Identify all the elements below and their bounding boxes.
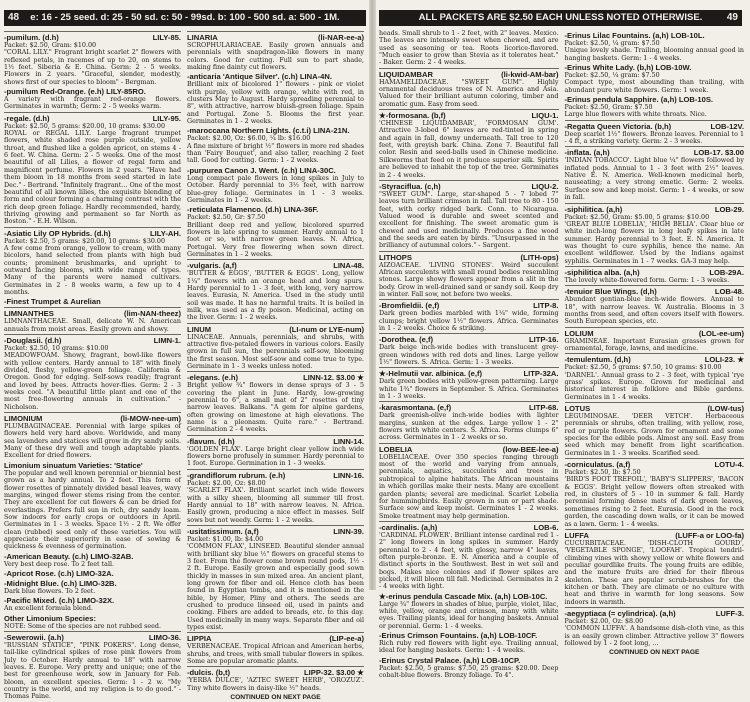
entry-name: LIMONIUM bbox=[4, 414, 43, 424]
entry-description: LEGUMINOSAE. 'DEER VETCH'. Herbaceous perennials or shrubs, often trailing, with yellow, rose, red or purple flowers. Grown for ornament and some species for the edible pods. Almost any soil. Easy from seed which may benefit from light scarification. Germinates in 1 - 3 weeks. Scarified seed. bbox=[564, 413, 744, 457]
entry-description: Packet: $2.50, ¼ gram: $7.50 bbox=[564, 72, 660, 80]
variety-heading: -Apricot Rose. (c.h) LIMO-32A. bbox=[4, 568, 114, 578]
entry-heading bbox=[187, 632, 364, 643]
entry-name: ★-Helmutii var. albinica. (e,f) bbox=[379, 369, 483, 379]
entry-name: -pumilum. (d.h) bbox=[4, 33, 59, 42]
entry-name: LIPPIA bbox=[187, 634, 212, 644]
entry-name: -grandiflorum rubrum. (e.h) bbox=[187, 470, 286, 480]
entry-heading bbox=[565, 458, 745, 469]
entry-name: -Bromfieldii. (e,f) bbox=[379, 301, 440, 311]
left-columns bbox=[4, 30, 365, 702]
variety-heading: -Erinus Crystal Palace. (a,h) LOB-10CP. bbox=[379, 655, 521, 665]
entry-heading bbox=[187, 666, 364, 677]
entry-description: Unique lovely shade. Trailing, blooming annual good in hanging baskets. Germ: 1 - 4 weeks. bbox=[564, 47, 744, 62]
entry-description: Packet: $2.00, Oz: $8.00 bbox=[187, 479, 266, 487]
catalog-code: LILY-85. bbox=[152, 33, 181, 42]
entry-heading bbox=[379, 299, 559, 310]
variety-heading: -maroccana Northern Lights. (c.t.i) LINA-21N. bbox=[187, 126, 350, 136]
entry-description: Packet: $2.50, 5 grams: $20.00, 10 grams: $30.00 bbox=[4, 122, 165, 130]
entry-name: -siphilitica alba. (a,h) bbox=[564, 267, 640, 277]
entry-name: -tenuior Blue Wings. (d,h) bbox=[564, 287, 657, 297]
entry-description: Packet: $2.50, ¼ gram: $7.50 bbox=[564, 40, 660, 47]
left-page-column bbox=[4, 30, 181, 701]
entry-description: "SWEET GUM". Large, star-shaped 5 - 7 lobed 7" leaves turn brilliant crimson in fall. Tall tree to 80 - 150 feet, with corky ridged bark. Conn. to Nicaragua. Valued wood is durable and sweet scented and excellent for finishing. The sweet aromatic gum is chewed and used medicinally. Produces a fine wood and the seeds are eaten by birds. "Unsurpassed in the brilliancy of autumnal colors." - Sargent. bbox=[379, 190, 559, 250]
entry-heading bbox=[187, 469, 364, 480]
right-page-column bbox=[379, 30, 559, 680]
entry-description: The lovely white-flowered form. Germ: 1 - 3 weeks. bbox=[564, 276, 730, 284]
variety-heading: -purpurea Canon J. Went. (c.h) LINA-30C. bbox=[187, 165, 336, 175]
catalog-code: LINN-39. bbox=[333, 526, 364, 536]
catalog-code: LITP-32A. bbox=[523, 369, 559, 379]
catalog-code: LINN-16. bbox=[333, 470, 364, 480]
entry-heading bbox=[4, 307, 181, 318]
entry-heading bbox=[187, 525, 364, 536]
left-page-header bbox=[4, 10, 366, 26]
entry-heading bbox=[565, 327, 745, 338]
variety-heading: Other Limonium Species: bbox=[4, 613, 96, 623]
entry-description: Long compact pale flowers in long spikes in July to October. Hardy perennial to 3½ feet, with narrow blue-grey foliage. Germinates in 1 - 3 weeks. Germinates in 1 - 2 weeks. bbox=[187, 174, 364, 204]
entry-description: Dark green bodies marbled with 1¼" wide, forming clumps; bright yellow 1½" flowers. Africa. Germinates in 1 - 2 weeks. Choice & striking. bbox=[379, 310, 559, 332]
entry-name: -karasmontana. (e,f) bbox=[379, 403, 452, 413]
entry-description: Dark green bodies with yellow-green patterning. Large white 1¾" flowers in September. S. Africa. Germinates in 1 - 3 weeks. bbox=[379, 378, 559, 401]
entry-description: An excellent formula blend. bbox=[4, 605, 93, 613]
entry-heading bbox=[379, 401, 559, 412]
entry-name: LITHOPS bbox=[379, 252, 412, 262]
entry-heading bbox=[4, 334, 181, 345]
entry-name: -dulcis. (b,t) bbox=[187, 668, 231, 678]
entry-description: 'GOLDEN FLAX'. Large bright clear yellow inch wide flowers borne profusely in summer. Hardy perennial to 1 foot. Europe. Germination in 1 - 3 weeks. bbox=[187, 445, 364, 468]
entry-description: 'COMMON FLAX', LINSEED. Beautiful slender annual with brilliant sky blue ½" flowers on graceful stems to 3 feet. From the flower come brown round pods, 1½ - 2 ft. Europe. Easily grown and especially good sown thickly in masses in sun mixed area. An ancient plant, long grown for fiber and oil. Hence cloth has been found in Egyptian tombs, and it is mentioned in the bible, by Homer, Pliny and others. The seeds are crushed to produce linseed oil, used in paints and cooking. Fibers are added to breads, etc. to this day. Used medicinally in many ways. Separate fiber and oil types exist. bbox=[187, 543, 364, 631]
entry-description: Packet: $2.50, 5 grams: $20.00, 10 grams: $30.00 bbox=[4, 237, 165, 245]
entry-heading bbox=[187, 435, 364, 446]
variety-heading: -Erinus Crimson Fountains. (a,h) LOB-10CF. bbox=[379, 631, 538, 640]
entry-description: A variety with fragrant red-orange flowers. Germinates in warmth; Germ: 2 - 5 weeks warm. bbox=[4, 96, 181, 111]
entry-description: heads. Small shrub to 1 - 2 feet, with 2" leaves. Mexico. The leaves are intensely sweet when chewed, and are used as seasoning or tea. Roots licorice-flavored. "Much easier to grow than Stevia as it tolerates heat." - Baker. Germ: 2 - 4 weeks. bbox=[379, 30, 559, 67]
catalog-code: LIMN-1. bbox=[153, 336, 181, 345]
entry-description: A fine mixture of bright ½" flowers in more red shades than 'Fairy Bouquet', and also taller, reaching 2 feet tall. Good for cutting. Germ: 1 - 2 weeks. bbox=[187, 142, 364, 165]
entry-name: -Dorothea. (e,f) bbox=[379, 335, 433, 345]
catalog-code: LIQU-2. bbox=[531, 181, 559, 191]
entry-heading bbox=[565, 120, 745, 131]
catalog-code: LITP-8. bbox=[533, 301, 559, 311]
catalog-code: (LOL-ee-um) bbox=[698, 328, 744, 338]
variety-heading: -anticaria 'Antique Silver'. (c.h) LINA-4N. bbox=[187, 72, 332, 82]
catalog-code: LINN-12. $3.00 ★ bbox=[303, 373, 364, 383]
entry-description: Very best deep rose. To 2 feet tall. bbox=[4, 560, 115, 568]
entry-description: Dark greenish-olive inch-wide bodies with lighter margins, sunken at the edges. Large yellow 1 - 2" flowers with white centers. S. Africa. Forms clumps 6" across. Germinates in 1 - 2 weeks or so. bbox=[379, 412, 559, 442]
entry-heading bbox=[379, 68, 559, 79]
entry-description: Deep scarlet 1½" flowers. Bronze leaves. Perennial to 1 - 4 ft, a striking variety. Germ: 2 - 3 weeks. bbox=[564, 130, 744, 146]
entry-description: CUCURBITACEAE. 'DISH-CLOTH GOURD', 'VEGETABLE SPONGE', 'LOOFAH'. Tropical tendril-climbing vines with showy yellow or white flowers and peculiar gourdlike fruits. The young fruits are edible, and the mature fruits are dried for their fibrous skeleton. These are popular scrub-brushes for the kitchen or bath. They are climate or no culture with heat and thrive in warmth for long seasons. Sow indoors in warmth. bbox=[564, 539, 744, 606]
entry-description: ROYAL or REGAL LILY. Large fragrant trumpet flowers, white shaded rose purple outside, yellow throat, and flushed like a golden apricot, on stems 4 - 6 feet. W. China. Germ: 2 - 5 weeks. One of the most beautiful of all Lilies, a flower of regal form and magnificent perfume. Flowers in 2 years. "Have had them bloom in 18 months from seed started in late Dec." - Bertrand. "Infinitely fragrant... One of the most beautiful of all known lilies, the exquisite blending of form and colour forming a charming contrast with the rich deep green foliage. Hardly recommended, hardy, thriving growing and permanent so far North as Boston." - E.H. Wilson. bbox=[4, 130, 181, 226]
entry-description: NOTE: Some of the species are not rubbed seed. bbox=[4, 622, 161, 630]
entry-heading bbox=[565, 266, 745, 277]
catalog-code: (LOW-tus) bbox=[707, 404, 744, 414]
entry-description: VERBENACEAE. Tropical African and American herbs, shrubs, and trees, with small tubular flowers in spikes. Some are popular aromatic plants. bbox=[187, 643, 365, 666]
entry-heading bbox=[4, 31, 181, 42]
catalog-code: (LIP-ee-a) bbox=[329, 634, 364, 644]
left-page-column bbox=[187, 30, 365, 702]
catalog-code: LIMO-36. bbox=[148, 632, 181, 642]
entry-name: LINUM bbox=[187, 324, 212, 334]
entry-description: Brilliant mix of bicolored 1" flowers - pink or violet with purple, yellow with orange, white with red, in clusters May to August. Hardy spreading perennial to 8", with attractive, narrow bluish-green foliage. Spain and Portugal. Zone 5. Blooms the first year. Germinates in 1 - 2 weeks. bbox=[187, 81, 364, 126]
entry-name: LOTUS bbox=[564, 404, 591, 414]
entry-description: MEADOWFOAM. Showy, fragrant, bowl-like flowers with yellow centers. Hardy annual to 18" with finely divided, fleshy, yellow-green foliage. California & Oregon. Good for edging. Self-sows readily; fragrant and loved by bees. Attracts hover-flies. Germ: 2 - 3 weeks cool. "A beautiful little plant and one of the most free-flowering annuals in cultivation." - Nicholson. bbox=[4, 352, 181, 411]
right-header-text: ALL PACKETS ARE $2.50 EACH UNLESS NOTED OTHERWISE. bbox=[418, 12, 703, 23]
entry-description: Packet: $2.50, Gram: $7.50 bbox=[564, 104, 653, 112]
catalog-code: LOB-12V. bbox=[710, 121, 744, 131]
right-page-number: 49 bbox=[726, 12, 738, 23]
variety-heading: -Midnight Blue. (c.h) LIMO-32B. bbox=[4, 578, 117, 588]
catalog-code: LINA-48. bbox=[333, 261, 364, 271]
entry-heading bbox=[379, 333, 559, 344]
entry-description: Large ¾" flowers in shades of blue, purple, violet, lilac, white, yellow, orange and crimson, many with white eyes. Trailing plants, ideal for hanging baskets. Annual or perennial. Germ: 1 - 4 weeks. bbox=[379, 600, 559, 630]
catalog-code: (LITH-ops) bbox=[520, 252, 559, 262]
entry-heading bbox=[379, 521, 559, 532]
entry-description: 'COMMON LUFFA'. A handsome dish-cloth vine, as this is an easily grown climber. Attractive yellow 3" flowers followed by 1 - 2 foot long, ... bbox=[564, 625, 744, 647]
entry-heading bbox=[379, 367, 559, 378]
entry-name: -regale. (d.h) bbox=[4, 113, 50, 123]
entry-description: 'BUTTER & EGGS', 'BUTTER & EGGS'. Long, yellow 1¼" flowers with an orange head and long spurs. Hardy perennial to 1 - 3 feet, with long, very narrow leaves. Eurasia, N. America. Used in the study until soil was made. It has no harmful traits. It is boiled in milk, was used as a fly poison. Medicinal, acting on the liver. Germ: 1 - 2 weeks. bbox=[187, 270, 364, 322]
right-columns bbox=[379, 30, 744, 680]
variety-heading: -reticulata Flamenco. (d.h) LINA-36F. bbox=[187, 205, 319, 215]
entry-description: PLUMBAGINACEAE. Perennial with large spikes of flowers held very hard above. Worldwide, and many sea lavenders and statices will grow in dry sandy soils. Many of these dry well and tough adaptable plants. Excellent for dried flowers. bbox=[4, 423, 181, 460]
right-page-header bbox=[379, 10, 742, 26]
left-page-number: 48 bbox=[8, 12, 20, 23]
variety-heading: ★-erinus pendula Cascade Mix. (a,h) LOB-10C. bbox=[379, 591, 548, 601]
entry-description: LOBELIACEAE. Over 350 species ranging through most of the world and varying from annuals, perennials, aquatics, succulents and trees in subtropical to alpine habitats. The African mountains in which gorillas make their nests. Many are excellent garden plants; several are medicinal. Scarlet Lobelia for hummingbirds. Easily grown in sun or part shade. Surface sow and keep moist. Germinates 1 - 2 weeks. Smoke treatment may help germination. bbox=[379, 453, 559, 520]
catalog-code: LOLI-23. ★ bbox=[704, 355, 744, 365]
entry-description: Packet: $2.50, Gram: $10.00 bbox=[4, 42, 97, 49]
entry-name: LINARIA bbox=[187, 33, 218, 42]
entry-description: Bright yellow ¾" flowers in dense sprays of 3 - 5 covering the plant in June. Hardy, low-growing perennial to 6", a small mat of 2" rosettes of tiny narrow leaves. Balkans. "A gem for alpine gardens, often growing on limestone at high elevations. The name is a pleonasm. Quite rare." - Bertrand. Germination 2 - 4 weeks. bbox=[187, 382, 364, 434]
entry-description: Packet: $2.50, Gram: $5.00, 5 grams: $10.00 bbox=[564, 213, 710, 221]
catalog-code: (lim-NAN-theez) bbox=[124, 309, 181, 319]
entry-description: Packet: $2.50, lb: $7.50 bbox=[564, 469, 641, 477]
entry-description: SCROPHULARIACEAE. Easily grown annuals and perennials with snapdragon-like flowers in many colors. Good for cutting. Full sun to part shade, making fine dainty cut flowers. bbox=[187, 42, 364, 72]
continued-note: CONTINUED ON NEXT PAGE bbox=[609, 649, 700, 657]
entry-description: LINACEAE. Annuals, perennials, and shrubs, with attractive five-petaled flowers in various colors. Easily grown in full sun, the perennials self-sow, blooming the first season. Most self-sow and come true to type. Germinate in 1 - 3 weeks unless noted. bbox=[187, 333, 364, 371]
entry-name: -flavum. (d.h) bbox=[187, 436, 235, 446]
catalog-code: (li-MOW-nee-um) bbox=[120, 414, 181, 424]
entry-name: LOBELIA bbox=[379, 444, 413, 454]
variety-heading: -American Beauty. (c.h) LIMO-32AB. bbox=[4, 551, 134, 561]
catalog-code: LITP-16. bbox=[528, 335, 559, 345]
right-page bbox=[375, 0, 750, 680]
variety-heading: -Erinus pendula Sapphire. (a,h) LOB-10S. bbox=[564, 95, 714, 105]
catalog-code: (low-BEE-lee-a) bbox=[502, 444, 559, 454]
entry-name: LUFFA bbox=[564, 530, 589, 540]
entry-heading bbox=[187, 31, 364, 42]
entry-name: LIQUIDAMBAR bbox=[379, 69, 433, 79]
entry-name: ★-formosana. (b,f) bbox=[379, 111, 446, 121]
entry-name: -elegans. (e.h) bbox=[187, 373, 239, 383]
entry-description: Packet: $2.50, Gr: $7.50 bbox=[187, 214, 266, 222]
variety-heading: -Erinus White Lady. (b,h) LOB-10W. bbox=[564, 63, 692, 73]
catalog-code: LITP-68. bbox=[528, 403, 559, 413]
entry-heading bbox=[4, 227, 181, 238]
catalog-code: (LUFF-a or LOO-fa) bbox=[675, 530, 744, 540]
entry-heading bbox=[379, 180, 559, 191]
entry-description: Dark beige inch-wide bodies with translucent grey-green windows with red dots and lines. Large yellow 1½" flowers. S. Africa. Germ: 1 - 3 weeks. bbox=[379, 344, 559, 367]
entry-description: Dark blue flowers. To 2 feet. bbox=[4, 587, 96, 595]
catalog-code: LOTU-4. bbox=[714, 460, 744, 470]
entry-description: Packet: $2.50, 10 grams: $10.00 bbox=[4, 345, 109, 352]
variety-heading: -pumilum Red-Orange. (e.h) LILY-85RO. bbox=[4, 87, 146, 97]
catalog-code: LINN-14. bbox=[333, 436, 364, 446]
entry-heading bbox=[565, 402, 745, 413]
catalog-code: LIPP-32. $3.00 ★ bbox=[304, 668, 364, 678]
entry-heading bbox=[4, 112, 181, 123]
entry-name: -aegyptiaca (= cylindrica). (a,h) bbox=[564, 608, 676, 618]
entry-heading bbox=[187, 259, 364, 270]
entry-heading bbox=[187, 371, 364, 382]
entry-name: -Douglasii. (d.h) bbox=[4, 336, 62, 345]
entry-heading bbox=[379, 443, 559, 454]
entry-description: Abundant gentian-blue inch-wide flowers. Annual to 18", with narrow leaves. W. Australia. Blooms in 3 months from seed, and often covers itself with flowers. South European species, etc. bbox=[564, 296, 744, 326]
entry-description: Rich ruby red flowers with light eye. Trailing annual, ideal for hanging baskets. Germ: 1 - 4 weeks. bbox=[379, 640, 559, 655]
entry-description: The popular and well known perennial or biennial best grown as a hardy annual. To 2 feet. This form of flower rosettes of pinnately divided basal leaves, wavy margins, winged flower stems rising from the center. They are excellent for cut flowers & can be dried for everlastings. Prefers full sun in rich, dry sandy loam. Sow indoors for early crops or outdoors in April. Germinates in 1 - 3 weeks. Space 1½ - 2 ft. We offer clean (rubbed) seed only of these varieties. You will appreciate their superiority in ease of sowing & quickness & evenness of germination. bbox=[4, 469, 181, 551]
entry-description: Packet: $1.00, lb: $4.00 bbox=[187, 535, 264, 543]
entry-heading bbox=[4, 412, 181, 423]
entry-name: LIMNANTHES bbox=[4, 309, 54, 319]
right-page-column bbox=[564, 30, 745, 657]
entry-name: -temulentum. (d,h) bbox=[564, 355, 631, 365]
entry-name: -Styraciflua. (c,h) bbox=[379, 181, 441, 191]
entry-name: -usitatissimum. (a,f) bbox=[187, 526, 259, 536]
entry-heading bbox=[565, 529, 745, 540]
entry-description: 'DARNEL'. Annual grass to 2 - 3 feet, with typical 'rye grass' spikes. Europe. Grown for medicinal and historical interest in folklore and Bible gardens. Germinates in 1 - 4 weeks. bbox=[564, 371, 744, 401]
entry-description: LIMNANTHACEAE. Small, delicate W. N. American annuals from moist areas. Easily grown and showy. bbox=[4, 318, 181, 333]
entry-heading bbox=[379, 109, 559, 120]
variety-heading: -Erinus Lilac Fountains. (a,h) LOB-10L. bbox=[564, 31, 705, 40]
entry-description: Packet: $2.50, 5 grams: $7.50, 10 grams: $10.00 bbox=[564, 364, 722, 372]
continued-note: CONTINUED ON NEXT PAGE bbox=[230, 694, 321, 702]
entry-name: -vulgaris. (a,f) bbox=[187, 261, 237, 271]
entry-description: HAMAMELIDACEAE. "SWEET GUM". Highly ornamental deciduous trees of N. America and Asia. Valued for their brilliant autumn coloring, timber and aromatic gum. Easy from seed. bbox=[379, 78, 559, 108]
catalog-code: LILY-AH. bbox=[150, 228, 181, 238]
entry-description: 'SCARLET FLAX'. Brilliant scarlet inch wide flowers with a silky sheen, blooming all summer till frost. Hardy annual to 18" with narrow leaves. N. Africa. Easily grown, producing a nice effect in masses. Self sows but not weedy. Germ: 1 - 2 weeks. bbox=[187, 487, 364, 524]
left-page bbox=[0, 0, 370, 702]
catalog-code: LOB-29. bbox=[714, 204, 744, 214]
entry-heading bbox=[565, 607, 745, 618]
entry-description: Large blue flowers with white throats. Nice. bbox=[564, 111, 707, 119]
catalog-code: LOB-48. bbox=[714, 287, 744, 297]
entry-heading bbox=[565, 353, 745, 364]
variety-heading: Limonium sinuatum Varieties: 'Statice' bbox=[4, 460, 143, 470]
entry-heading bbox=[4, 631, 181, 642]
catalog-code: LILY-95. bbox=[152, 113, 181, 123]
entry-name: -cardinalis. (a,h) bbox=[379, 522, 438, 532]
entry-description: Packet: $2.00, Oz: $8.00 bbox=[564, 617, 644, 625]
entry-heading bbox=[565, 203, 745, 214]
catalog-code: LOB-29A. bbox=[709, 267, 744, 277]
entry-description: 'YERBA DULCE', 'AZTEC SWEET HERB', 'OROZUZ'. Tiny white flowers in daisy-like ½" heads. bbox=[187, 677, 364, 692]
entry-description: 'BIRD'S FOOT TREFOIL', 'BABY'S SLIPPERS', 'BACON & EGGS'. Bright yellow flowers often streaked with red, in clusters of 5 - 10 in summer & fall. Hardy perennial forming dense mats of dark green leaves, sometimes rising to 2 feet. Eurasia. Good in the rock garden, the cascading down walls, or it can be mowed as a lawn. Germ: 1 - 4 weeks. bbox=[564, 476, 744, 528]
entry-heading bbox=[379, 251, 559, 262]
entry-name: -corniculatus. (a,f) bbox=[564, 460, 631, 470]
entry-name: -Regatta Queen Victoria. (b,h) bbox=[564, 121, 672, 131]
entry-name: LOLIUM bbox=[564, 328, 594, 338]
entry-description: "CORAL LILY." Fragrant bright scarlet 2" flowers with reflexed petals, in racemes of up to 20, on stems to 1½ feet. Siberia & E. China. Germ: 2 - 5 weeks. Flowers in 2 years. "Graceful, slender, modestly, shows first of our species to bloom" - Bergman. bbox=[4, 49, 181, 86]
entry-description: AIZOACEAE. 'LIVING STONES'. Weird succulent African succulents with small round bodies resembling stones. Large showy flowers appear from a slit in the body. Grow in well-drained sand or sandy soil. Keep dry in winter. Fall sow, not before two weeks. bbox=[379, 261, 559, 298]
entry-name: -siphilitica. (a,h) bbox=[564, 204, 623, 214]
entry-description: 'CARDINAL FLOWER'. Brilliant intense cardinal red 1 - 2" long flowers in long spikes in summer. Hardy perennial to 2 - 4 feet, with glossy, narrow 4" leaves, often purple-bronze. E. N. America and a couple of distinct sports in the Southwest. Best in wet soil and bogs. Makes nice colonies and if flower spikes are picked, it will bloom till fall. Medicinal. Germinates in 2 - 4 weeks with light. bbox=[379, 531, 559, 591]
entry-description: "RUSSIAN STATICE", "PINK POKERS". Long dense, tail-like cylindrical spikes of rose pink flowers from July to October. Hardy annual to 18" with narrow leaves. E. Europe. Very pretty and unique; one of the best for greenhouse work, sow in January for Feb. bloom, an excellent species. Germ: 1 - 2 w. "My country is the world, and my religion is to do good." - Thomas Paine. bbox=[4, 641, 181, 701]
entry-description: Packet: $2.00, Oz: $6.00, ¼ lb: $16.00 bbox=[187, 135, 311, 143]
entry-description: Compact type, most abounding than trailing, with abundant pure white flowers. Germ: 1 week. bbox=[564, 79, 744, 94]
catalog-code: (LI-num or LYE-num) bbox=[289, 324, 364, 334]
entry-name: -Asiatic Lily OP Hybrids. (d.h) bbox=[4, 228, 111, 238]
entry-description: Brilliant deep red and yellow, bicolored spurred flowers in late spring to summer. Hardy annual to 1 foot or so, with narrow green leaves. N. Africa, Portugal. Very free flowering when sown direct. Germinates in 1 - 2 weeks. bbox=[187, 221, 364, 258]
entry-description: GRAMINEAE. Important Eurasian grasses grown for ornamental, forage, lawns, and medicine. bbox=[564, 337, 744, 352]
catalog-code: LUFF-3. bbox=[715, 608, 744, 618]
catalog-code: (li-NAR-ee-a) bbox=[318, 33, 364, 42]
catalog-code: LOB-17. $3.00 bbox=[693, 148, 744, 158]
entry-description: 'GREAT BLUE LOBELIA', 'HIGH BELIA'. Clear blue or white inch-long flowers in long leafy spikes in late summer. Hardy perennial to 3 feet. E. N. America. It was thought to cure syphilis, hence the name. An excellent wildflower. Used by the Indians against syphilis. Germinates in 1 - 7 weeks. GA-3 may help. bbox=[564, 220, 744, 265]
entry-name: -Sewerowii. (a.h) bbox=[4, 632, 64, 642]
entry-heading bbox=[565, 146, 745, 157]
entry-description: 'INDIAN TOBACCO'. Light blue ¼" flowers followed by inflated pods. Annual to 1 - 3 feet with 2½" leaves. Native E. N. America. Well-known medicinal herb, nauseating; a very strong emetic. Germ: 2 weeks. Surface sow and keep moist. Germ: 1 - 4 weeks, or sow in fall. bbox=[564, 157, 744, 202]
left-header-text: e: 16 - 25 seed. d: 25 - 50 sd. c: 50 - 99sd. b: 100 - 500 sd. a: 500 - 1M. bbox=[30, 12, 340, 23]
entry-heading bbox=[565, 285, 745, 296]
catalog-code: LOB-6. bbox=[533, 522, 559, 532]
entry-heading bbox=[187, 323, 364, 334]
entry-name: -inflata. (a,h) bbox=[564, 148, 610, 158]
entry-description: Packet: $2.50, 5 grams: $7.50, 25 grams: $20.00. Deep cobalt-blue flowers. Bronzy foliage. To 4". bbox=[379, 664, 559, 680]
catalog-code: (li-kwid-AM-bar) bbox=[501, 69, 559, 79]
catalog-code: LIQU-1. bbox=[531, 111, 559, 121]
variety-heading: -Finest Trumpet & Aurelian bbox=[4, 297, 101, 307]
entry-description: A few come from orange, yellow to cream, with many bicolors, hand selected from plants with high bud counts; prominent brushmarks, and upright to outward facing blooms, with wide range of types. Many of the parents were named cultivars. Germinates in 2 - 8 weeks warm, a few up to 4 months. bbox=[4, 244, 181, 296]
variety-heading: -Pacific Mixed. (c.h) LIMO-32X. bbox=[4, 596, 115, 606]
entry-description: 'CHINESE LIQUIDAMBAR', 'FORMOSAN GUM'. Attractive 3-lobed 6" leaves are red-tinted in spring and again in fall, downy underneath. Tall tree to 120 feet, with greyish bark. China. Zone 7. Beautiful fall color. Resin and seed-balls used in Chinese medicine. Silkworms that feed on it produce superior silk. Spirits are believed to inhabit the top of the tree. Germinates in 2 - 4 weeks. bbox=[379, 120, 559, 179]
